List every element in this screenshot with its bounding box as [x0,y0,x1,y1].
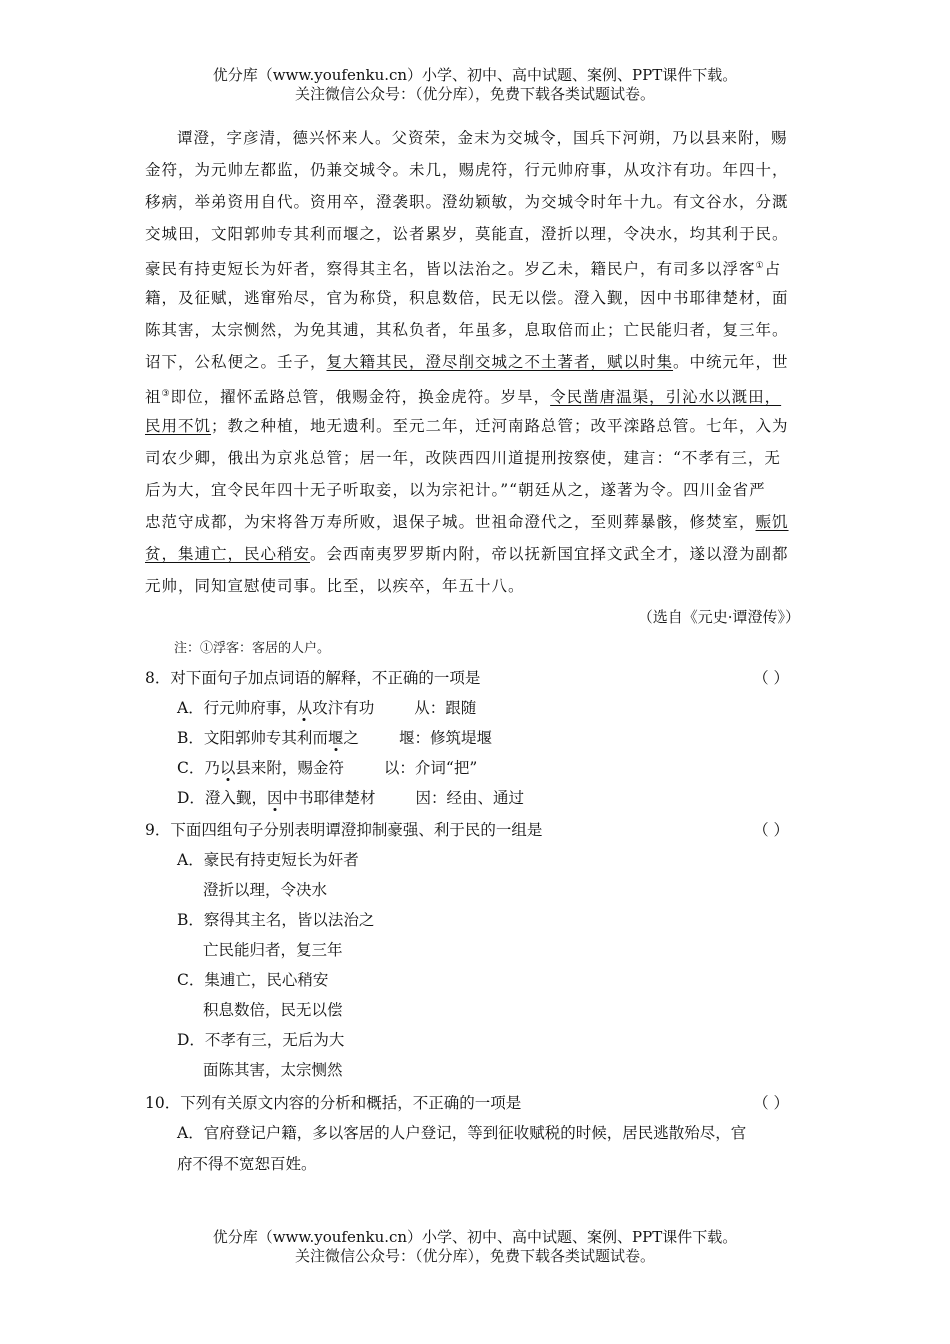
underlined-sentence: 民用不饥 [145,417,212,435]
question-10 [145,1088,799,1180]
dotted-word: 从 [296,699,313,717]
footer-line-1: 优分库（www.youfenku.cn）小学、初中、高中试题、案例、PPT课件下载。 [212,1228,738,1246]
option-c: C．乃以县来附，赐金符 以：介词“把” [145,753,799,783]
option-c-line-1: C．集逋亡，民心稍安 [177,971,329,989]
passage-line: 陈其害，太宗恻然，为免其逋，其私负者，年虽多，息取倍而止；亡民能归者，复三年。 [145,321,789,339]
question-stem: 8．对下面句子加点词语的解释，不正确的一项是 [145,669,481,687]
passage-line: 籍，及征赋，逃窜殆尽，官为称贷，积息数倍，民无以偿。澄入觐，因中书耶律楚材，面 [145,289,789,307]
gloss: 从：跟随 [414,699,477,717]
dotted-word: 以 [219,759,236,777]
header-line-1: 优分库（www.youfenku.cn）小学、初中、高中试题、案例、PPT课件下载。 [212,66,738,84]
passage-line: 诏下，公私便之。壬子，复大籍其民，澄尽削交城之不土著者，赋以时集。中统元年，世 [145,353,789,371]
option-c-line-2: 积息数倍，民无以偿 [203,1001,343,1019]
source-citation: （选自《元史·谭澄传》） [637,608,800,626]
answer-blank: （ ） [753,669,789,687]
option-a-line-1: A．豪民有持吏短长为奸者 [177,851,359,869]
passage-line: 司农少卿，俄出为京兆总管；居一年，改陕西四川道提刑按察使，建言：“不孝有三，无 [145,449,781,467]
answer-blank: （ ） [753,821,789,839]
page-footer [0,1228,950,1266]
option-b-line-2: 亡民能归者，复三年 [203,941,343,959]
footer-line-2: 关注微信公众号：（优分库），免费下载各类试题试卷。 [294,1247,655,1265]
dotted-word: 因 [266,789,283,807]
footnote-marker: ③ [161,389,171,399]
option-a: A．行元帅府事，从攻汴有功 从：跟随 [145,693,799,723]
underlined-sentence: 令民凿唐温渠，引沁水以溉田， [550,388,782,407]
option-d-line-2: 面陈其害，太宗恻然 [203,1061,343,1079]
footnote: 注：①浮客：客居的人户。 [174,641,331,656]
header-line-2: 关注微信公众号：（优分库），免费下载各类试题试卷。 [294,85,655,103]
question-9 [145,815,799,1085]
gloss: 堰：修筑堤堰 [398,729,492,747]
passage-line: 贫，集逋亡，民心稍安。会西南夷罗罗斯内附，帝以抚新国宜择文武全才，遂以澄为副都 [145,545,789,563]
passage-line: 交城田，文阳郭帅专其利而堰之，讼者累岁，莫能直，澄折以理，令决水，均其利于民。 [145,225,789,243]
passage-line: 豪民有持吏短长为奸者，察得其主名，皆以法治之。岁乙未，籍民户，有司多以浮客①占 [145,260,782,279]
footnote-marker: ① [755,261,765,271]
page-header [0,66,950,104]
option-b-line-1: B．察得其主名，皆以法治之 [177,911,375,929]
question-stem: 9．下面四组句子分别表明谭澄抑制豪强、利于民的一组是 [145,821,543,839]
underlined-sentence: 复大籍其民，澄尽削交城之不土著者，赋以时集 [326,353,674,371]
underlined-sentence: 贫，集逋亡，民心稍安 [145,545,311,563]
option-a-line-1: A．官府登记户籍，多以客居的人户登记，等到征收赋税的时候，居民逃散殆尽，官 [177,1124,747,1142]
passage-line: 祖③即位，擢怀孟路总管，俄赐金符，换金虎符。岁旱，令民凿唐温渠，引沁水以溉田， [145,388,782,407]
passage-line: 金符，为元帅左都监，仍兼交城令。未几，赐虎符，行元帅府事，从攻汴有功。年四十， [145,161,789,179]
question-8 [145,663,799,813]
passage-line: 忠范守成都，为宋将昝万寿所败，退保子城。世祖命澄代之，至则葬暴骸，修焚室，赈饥 [145,513,789,531]
option-a-line-2: 澄折以理，令决水 [203,881,328,899]
question-stem: 10．下列有关原文内容的分析和概括，不正确的一项是 [145,1094,522,1112]
answer-blank: （ ） [753,1094,789,1112]
gloss: 因：经由、通过 [415,789,524,807]
option-d: D．澄入觐，因中书耶律楚材 因：经由、通过 [145,783,799,813]
option-b: B．文阳郭帅专其利而堰之 堰：修筑堤堰 [145,723,799,753]
passage-line: 移病，举弟资用自代。资用卒，澄袭职。澄幼颖敏，为交城令时年十九。有文谷水，分溉 [145,193,789,211]
passage-line: 后为大，宜令民年四十无子听取妾，以为宗祀计。”“朝廷从之，遂著为令。四川金省严 [145,481,766,499]
underlined-sentence: 赈饥 [755,513,789,531]
gloss: 以：介词“把” [383,759,478,777]
passage-line: 元帅，同知宣慰使司事。比至，以疾卒，年五十八。 [145,577,525,595]
dotted-word: 堰 [327,729,344,747]
classical-passage [145,122,799,602]
option-a-line-2: 府不得不宽恕百姓。 [177,1155,317,1173]
passage-line: 民用不饥；教之种植，地无遗利。至元二年，迁河南路总管；改平滦路总管。七年，入为 [145,417,789,435]
passage-line: 谭澄，字彦清，德兴怀来人。父资荣，金末为交城令，国兵下河朔，乃以县来附，赐 [177,129,788,147]
option-d-line-1: D．不孝有三，无后为大 [177,1031,345,1049]
